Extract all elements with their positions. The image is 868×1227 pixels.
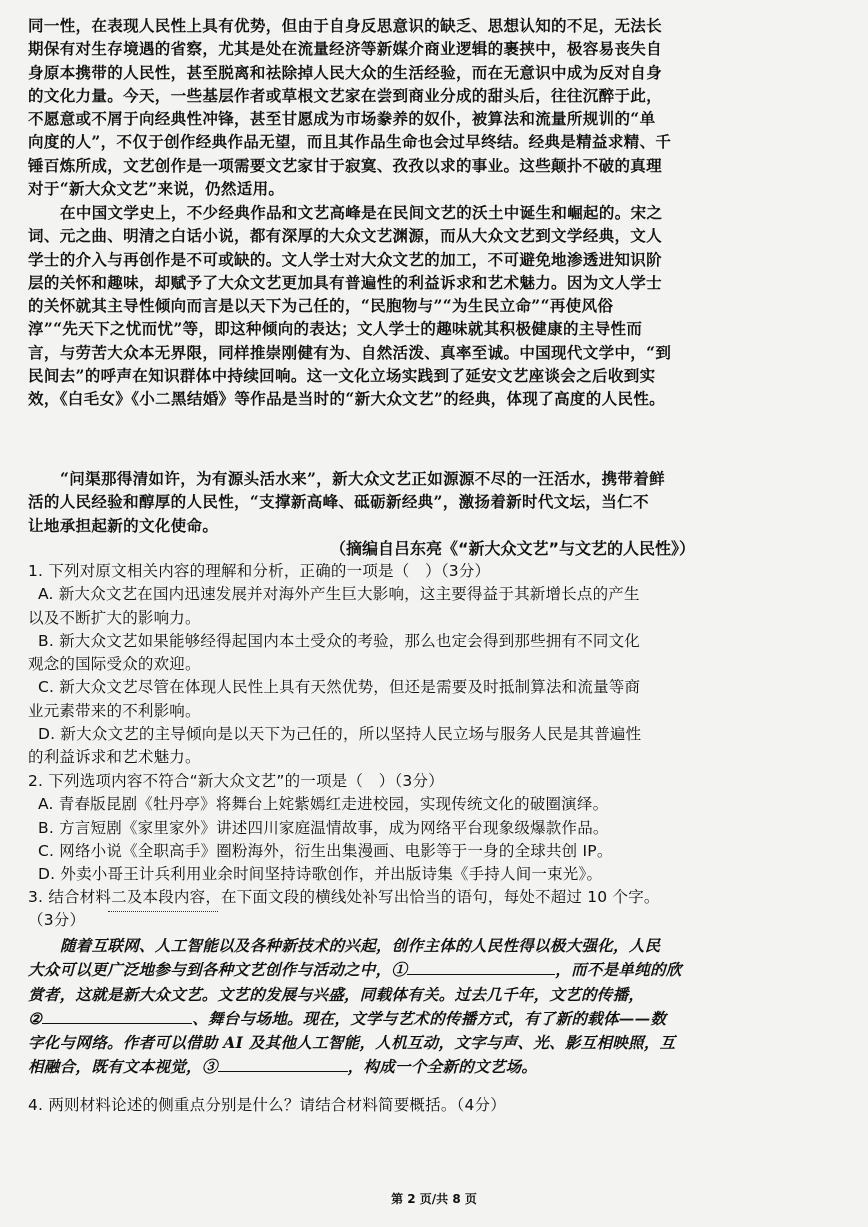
passage-line: 言，与劳苦大众本无界限，同样推崇刚健有为、自然活泼、真率至诚。中国现代文学中，“到	[28, 342, 672, 362]
passage-line: 词、元之曲、明清之白话小说，都有深厚的大众文艺渊源，而从大众文艺到文学经典，文人	[28, 226, 663, 246]
question-2	[28, 770, 844, 886]
option-d-cont: 的利益诉求和艺术魅力。	[28, 748, 201, 767]
fill-text: ，构成一个全新的文艺场。	[347, 1057, 538, 1077]
passage-line: 层的关怀和趣味，却赋予了大众文艺更加具有普遍性的利益诉求和艺术魅力。因为文人学士	[28, 272, 663, 292]
passage-line: 活的人民经验和醇厚的人民性，“支撑新高峰、砥砺新经典”，激扬着新时代文坛，当仁不	[28, 492, 649, 512]
question-3-passage	[28, 934, 844, 1080]
passage-line: 效，《白毛女》《小二黑结婚》等作品是当时的“新大众文艺”的经典，体现了高度的人民性。	[28, 389, 666, 409]
passage-paragraph-3	[28, 467, 844, 537]
passage-line: 民间去”的呼声在知识群体中持续回响。这一文化立场实践到了延安文艺座谈会之后收到实	[28, 366, 656, 386]
passage-line: 身原本携带的人民性，甚至脱离和祛除掉人民大众的生活经验，而在无意识中成为反对自身	[28, 62, 663, 82]
option-b: B. 新大众文艺如果能够经得起国内本土受众的考验，那么也定会得到那些拥有不同文化	[38, 631, 640, 650]
option-c: C. 新大众文艺尽管在体现人民性上具有天然优势，但还是需要及时抵制算法和流量等商	[38, 678, 641, 697]
option-a: A. 青春版昆剧《牡丹亭》将舞台上姹紫嫣红走进校园，实现传统文化的破圈演绎。	[38, 795, 609, 814]
passage-line: 学士的介入与再创作是不可或缺的。文人学士对大众文艺的加工，不可避免地渗透进知识阶	[28, 249, 663, 269]
passage-line: 向度的人”，不仅于创作经典作品无望，而且其作品生命也会过早终结。经典是精益求精、千	[28, 132, 672, 152]
blank-3-marker: ③	[201, 1057, 218, 1077]
source-citation: （摘编自吕东亮《“新大众文艺”与文艺的人民性》）	[330, 539, 696, 558]
blank-1-marker: ①	[391, 960, 408, 980]
fill-text: 大众可以更广泛地参与到各种文艺创作与活动之中，	[28, 960, 392, 980]
question-1	[28, 560, 844, 770]
fill-line: 随着互联网、人工智能以及各种新技术的兴起，创作主体的人民性得以极大强化，人民	[60, 936, 661, 955]
question-score: （3分）	[28, 911, 86, 930]
blank-3[interactable]	[218, 1055, 348, 1072]
fill-line: 字化与网络。作者可以借助 AI 及其他人工智能，人机互动，文字与声、光、影互相映照，互	[28, 1033, 676, 1053]
fill-line	[28, 958, 844, 982]
option-b-cont: 观念的国际受众的欢迎。	[28, 655, 201, 674]
option-b: B. 方言短剧《家里家外》讲述四川家庭温情故事，成为网络平台现象级爆款作品。	[38, 818, 609, 837]
blank-1[interactable]	[407, 958, 555, 975]
question-stem: 1. 下列对原文相关内容的理解和分析，正确的一项是（ ）（3分）	[28, 562, 491, 580]
passage-line: “问渠那得清如许，为有源头活水来”，新大众文艺正如源源不尽的一汪活水，携带着鲜	[60, 469, 665, 488]
passage-line: 的关怀就其主导性倾向而言是以天下为己任的，“民胞物与”“为生民立命”“再使风俗	[28, 296, 614, 316]
passage-line: 的文化力量。今天，一些基层作者或草根文艺家在尝到商业分成的甜头后，往往沉醉于此，	[28, 85, 663, 105]
blank-2-marker: ②	[28, 1008, 43, 1028]
option-c: C. 网络小说《全职高手》圈粉海外，衍生出集漫画、电影等于一身的全球共创 IP。	[38, 841, 613, 860]
passage-paragraph-1	[28, 14, 844, 200]
underline-mark	[108, 905, 218, 912]
blank-2[interactable]	[42, 1007, 192, 1024]
passage-line: 锤百炼所成，文艺创作是一项需要文艺家甘于寂寞、孜孜以求的事业。这些颠扑不破的真理	[28, 155, 663, 175]
fill-line: 赏者，这就是新大众文艺。文艺的发展与兴盛，同载体有关。过去几千年，文艺的传播，	[28, 984, 645, 1004]
question-4	[28, 1094, 844, 1117]
question-stem: 3. 结合材料二及本段内容，在下面文段的横线处补写出恰当的语句，每处不超过 10 个字。	[28, 888, 660, 906]
page-number: 第 2 页/共 8 页	[391, 1192, 477, 1206]
fill-line	[28, 1007, 844, 1031]
option-d: D. 外卖小哥王计兵利用业余时间坚持诗歌创作，并出版诗集《手持人间一束光》。	[38, 865, 603, 884]
fill-text: ，而不是单纯的欣	[555, 960, 682, 980]
passage-line: 期保有对生存境遇的省察，尤其是处在流量经济等新媒介商业逻辑的裹挟中，极容易丧失自	[28, 39, 663, 59]
passage-line: 在中国文学史上，不少经典作品和文艺高峰是在民间文艺的沃土中诞生和崛起的。宋之	[60, 203, 663, 222]
question-stem: 4. 两则材料论述的侧重点分别是什么？请结合材料简要概括。（4分）	[28, 1096, 506, 1114]
fill-text: 相融合，既有文本视觉，	[28, 1057, 202, 1077]
passage-line: 对于“新大众文艺”来说，仍然适用。	[28, 179, 285, 199]
passage-line: 淳”“先天下之忧而忧”等，即这种倾向的表达；文人学士的趣味就其积极健康的主导性而	[28, 319, 643, 339]
option-c-cont: 业元素带来的不利影响。	[28, 701, 201, 720]
option-d: D. 新大众文艺的主导倾向是以天下为己任的，所以坚持人民立场与服务人民是其普遍性	[38, 725, 642, 744]
fill-line	[28, 1055, 844, 1079]
option-a-cont: 以及不断扩大的影响力。	[28, 608, 201, 627]
passage-line: 同一性，在表现人民性上具有优势，但由于自身反思意识的缺乏、思想认知的不足，无法长	[28, 16, 663, 35]
fill-text: 、舞台与场地。现在，文学与艺术的传播方式，有了新的载体——数	[192, 1008, 667, 1028]
passage-line: 不愿意或不屑于向经典性冲锋，甚至甘愿成为市场豢养的奴仆，被算法和流量所规训的“单	[28, 109, 656, 129]
passage-line: 让地承担起新的文化使命。	[28, 515, 219, 535]
question-stem: 2. 下列选项内容不符合“新大众文艺”的一项是（ ）（3分）	[28, 772, 444, 790]
passage-paragraph-2	[28, 201, 844, 411]
option-a: A. 新大众文艺在国内迅速发展并对海外产生巨大影响，这主要得益于其新增长点的产生	[38, 585, 640, 604]
